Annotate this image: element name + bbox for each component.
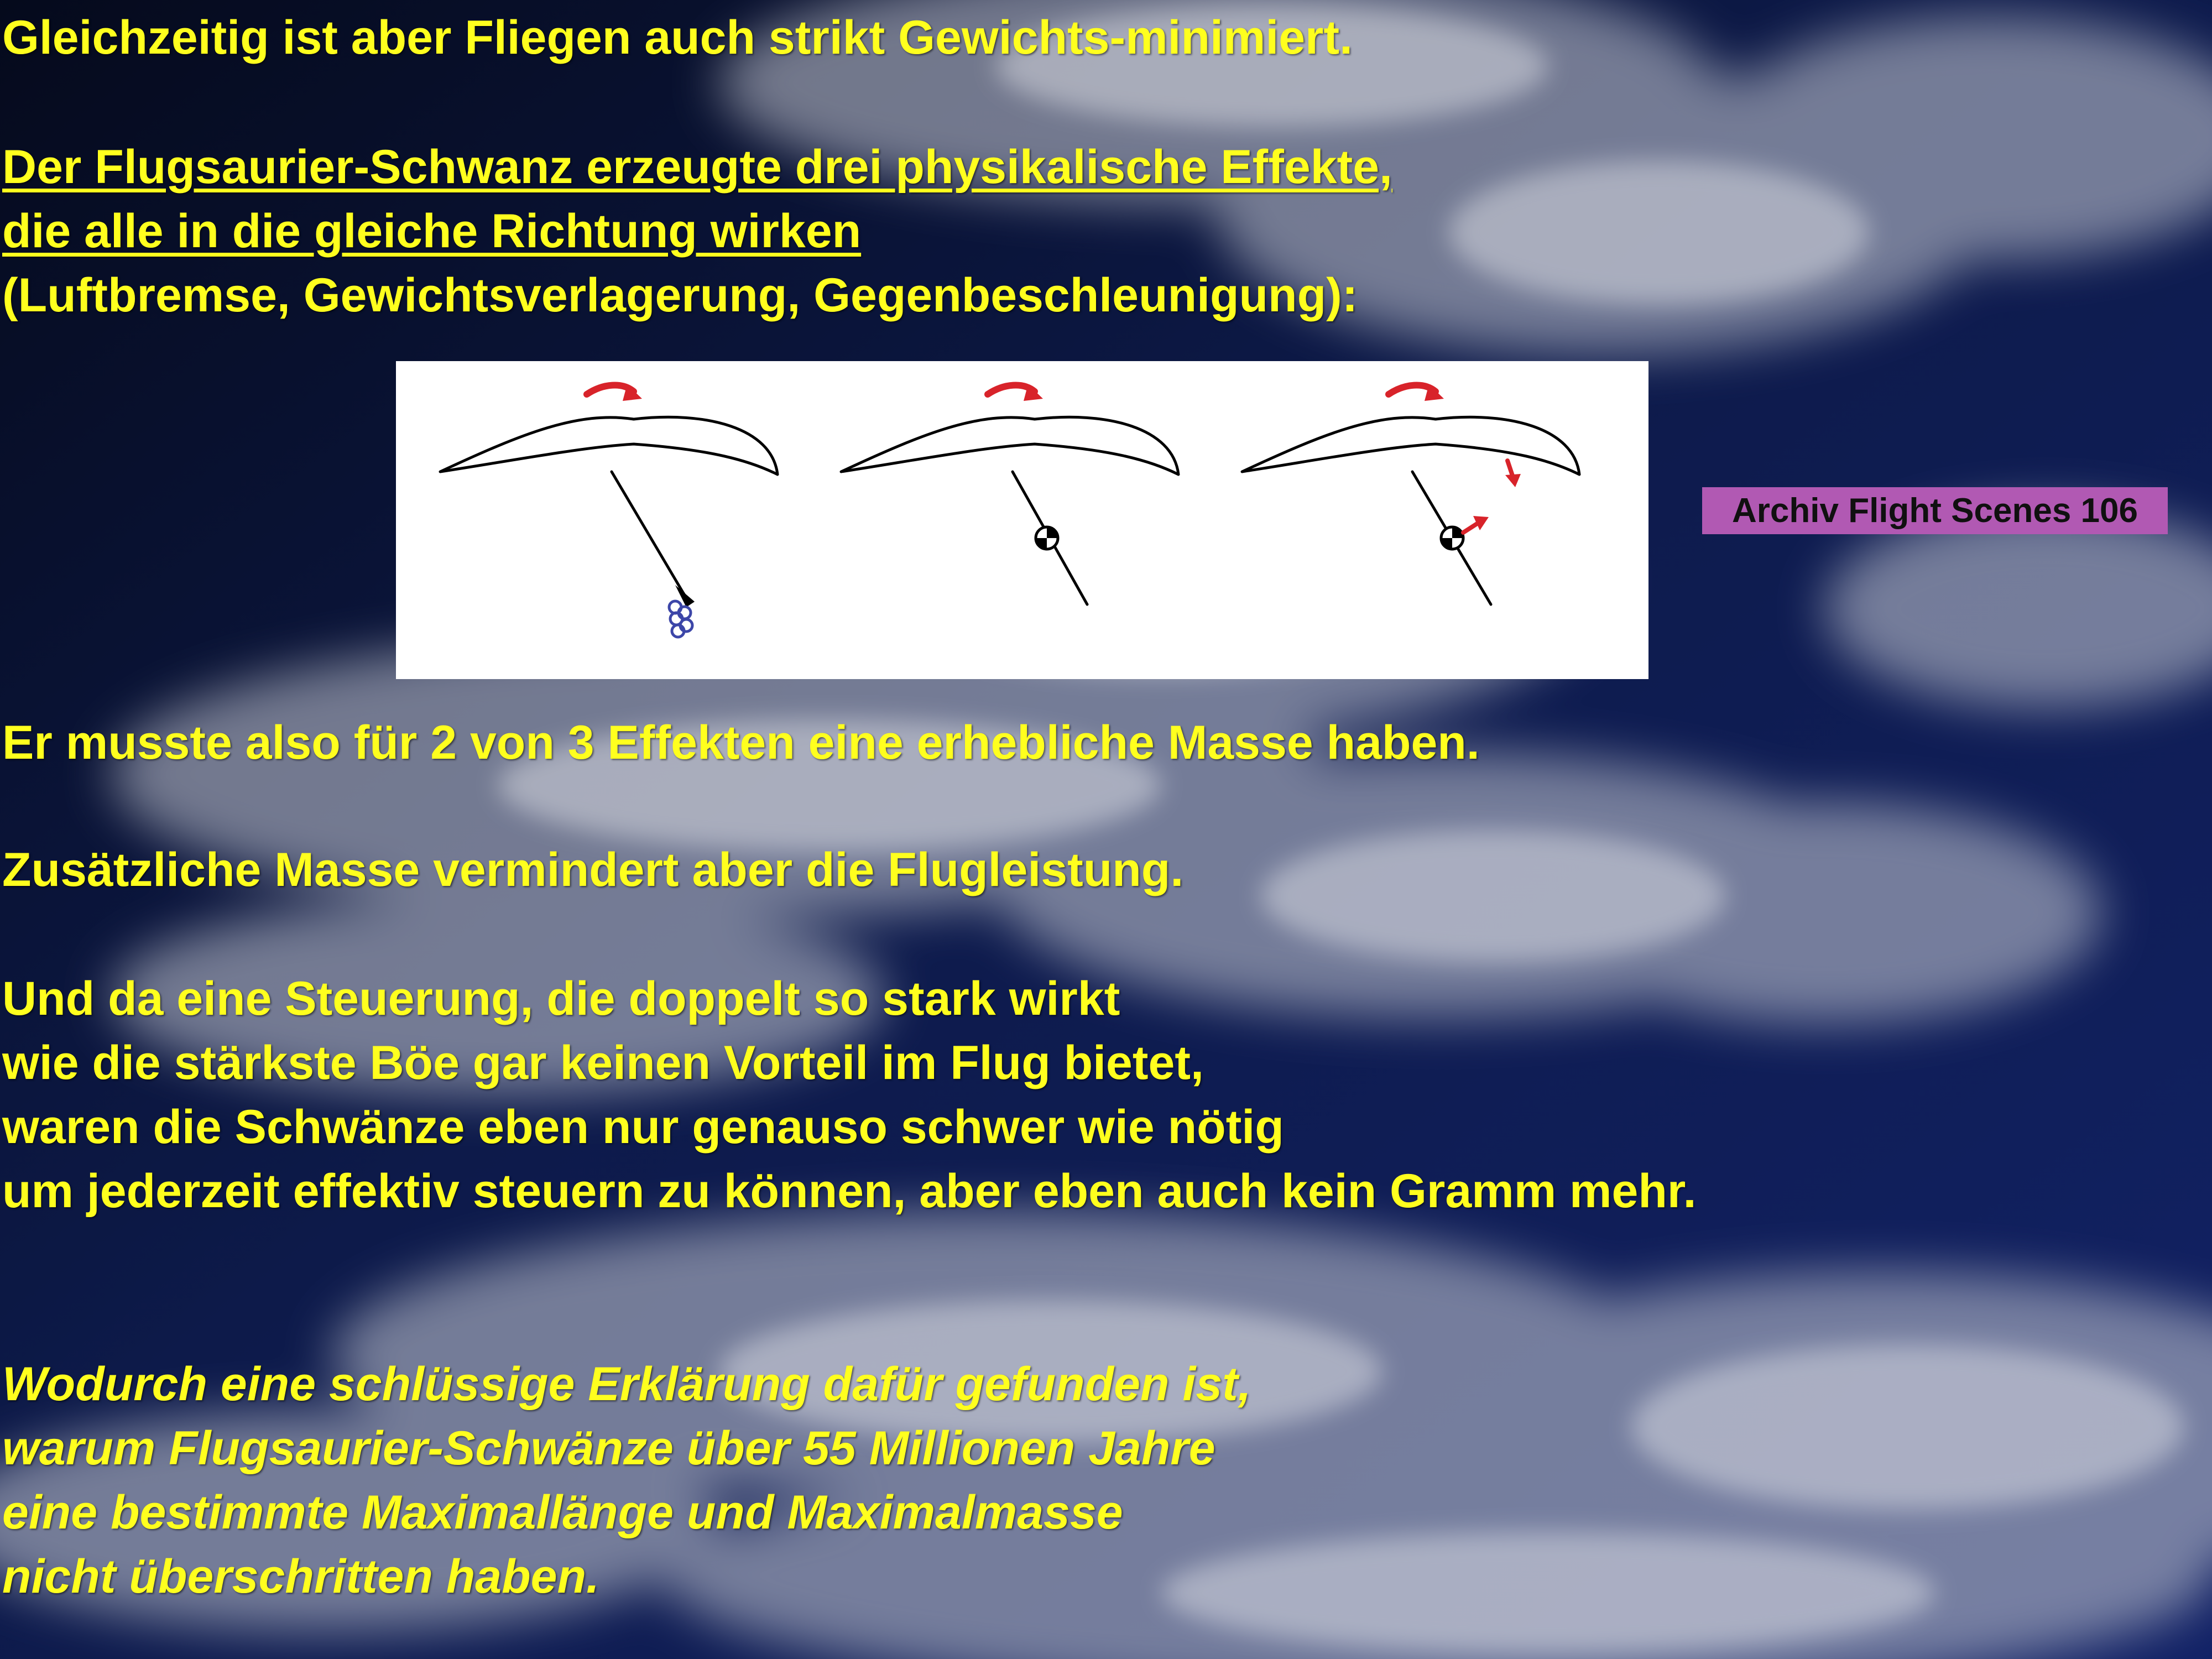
effects-line: (Luftbremse, Gewichtsverlagerung, Gegenbeschleunigung): — [2, 269, 1358, 322]
intro-line — [2, 6, 1353, 70]
control-line-4: um jederzeit effektiv steuern zu können, aber eben auch kein Gramm mehr. — [2, 1165, 1697, 1218]
conclusion-line-2: warum Flugsaurier-Schwänze über 55 Millionen Jahre — [2, 1422, 1215, 1475]
extra-mass-text: Zusätzliche Masse vermindert aber die Flugleistung. — [2, 843, 1184, 896]
wing-tail-diagram — [396, 361, 1648, 679]
intro-text: Gleichzeitig ist aber Fliegen auch strikt Gewichts-minimiert. — [2, 11, 1353, 64]
red-arrow-icon — [1463, 523, 1479, 533]
heading-block — [2, 135, 1392, 327]
mass-text: Er musste also für 2 von 3 Effekten eine erhebliche Masse haben. — [2, 716, 1480, 769]
control-line-3: waren die Schwänze eben nur genauso schwer wie nötig — [2, 1100, 1284, 1154]
extra-mass-paragraph — [2, 838, 1183, 902]
conclusion-line-3: eine bestimmte Maximallänge und Maximalmasse — [2, 1486, 1123, 1539]
center-of-mass-icon — [1441, 527, 1463, 549]
tail-tip — [675, 585, 695, 607]
conclusion-line-1: Wodurch eine schlüssige Erklärung dafür gefunden ist, — [2, 1358, 1251, 1411]
control-line-1: Und da eine Steuerung, die doppelt so stark wirkt — [2, 972, 1120, 1025]
heading-line-1: Der Flugsaurier-Schwanz erzeugte drei physikalische Effekte, — [2, 140, 1392, 194]
control-paragraph — [2, 967, 1697, 1223]
heading-line-2: die alle in die gleiche Richtung wirken — [2, 205, 862, 258]
center-of-mass-icon — [1036, 527, 1058, 549]
control-line-2: wie die stärkste Böe gar keinen Vorteil im Flug bietet, — [2, 1036, 1204, 1089]
conclusion-paragraph — [2, 1352, 1251, 1609]
archive-badge: Archiv Flight Scenes 106 — [1702, 487, 2168, 534]
mass-paragraph — [2, 711, 1480, 775]
conclusion-line-4: nicht überschritten haben. — [2, 1550, 599, 1603]
mass-symbol-icon — [669, 601, 692, 637]
